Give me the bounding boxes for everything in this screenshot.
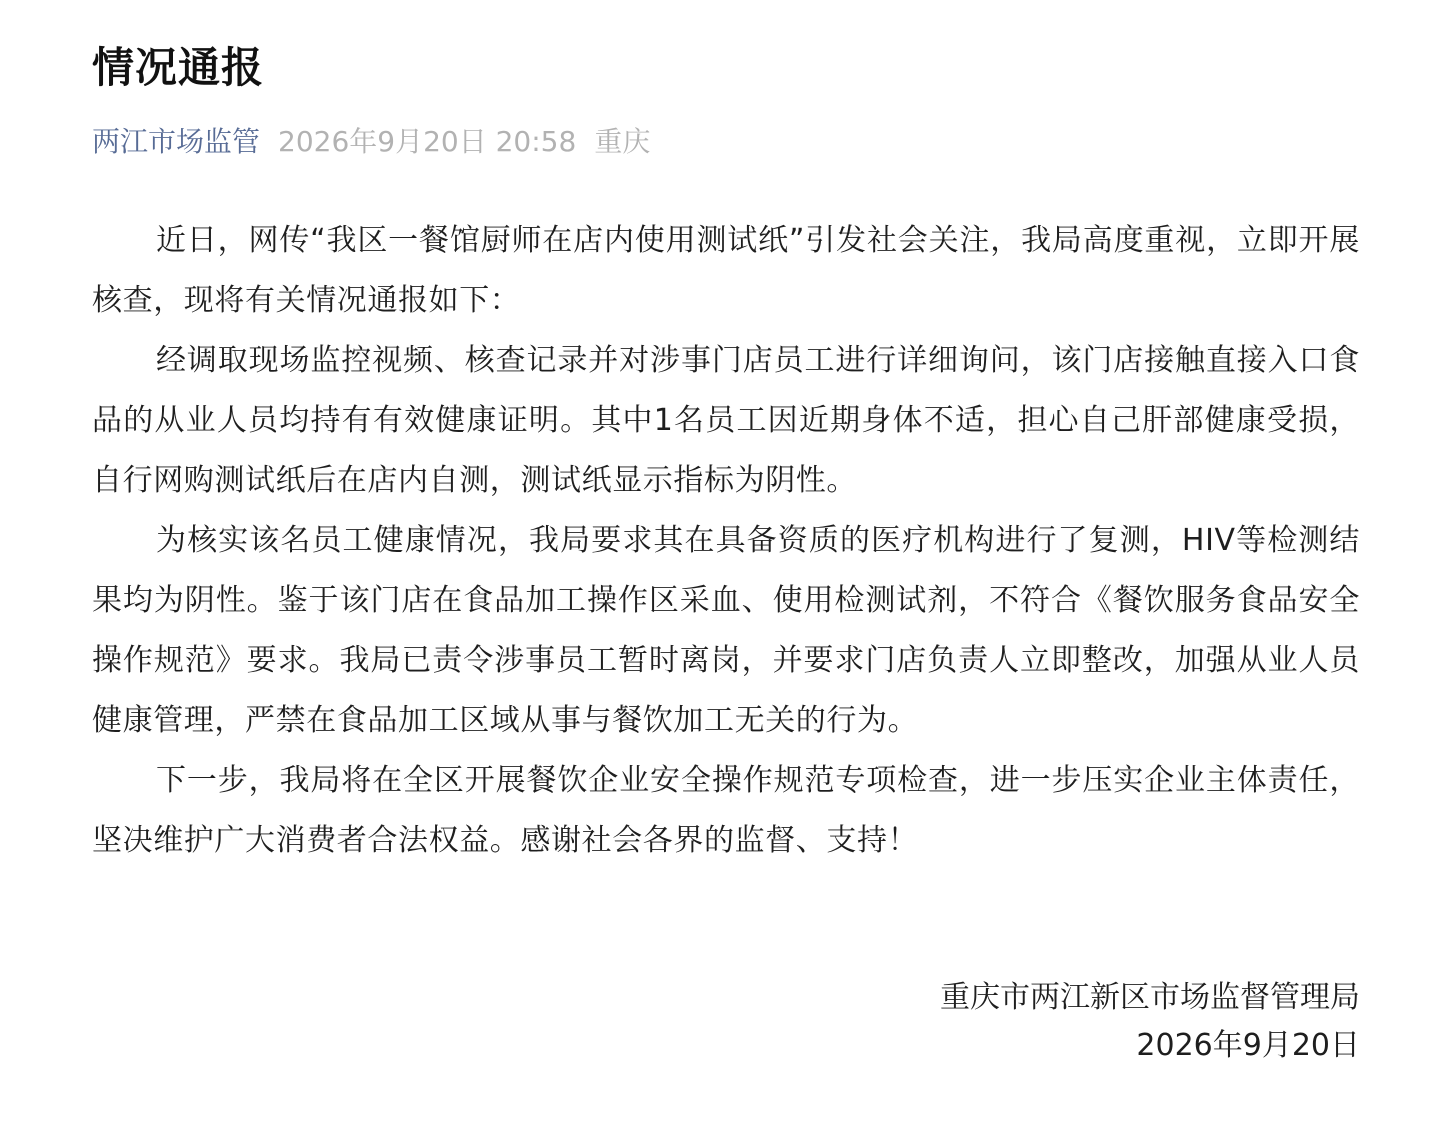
paragraph: 为核实该名员工健康情况，我局要求其在具备资质的医疗机构进行了复测，HIV等检测结果均为阴性。鉴于该门店在食品加工操作区采血、使用检测试剂，不符合《餐饮服务食品安全操作规范》要求。我局已责令涉事员工暂时离岗，并要求门店负责人立即整改，加强从业人员健康管理，严禁在食品加工区域从事与餐饮加工无关的行为。 [92,523,1360,738]
article-body [92,211,1360,871]
article-meta [92,122,1360,162]
account-name-link[interactable]: 两江市场监管 [92,125,261,158]
signature-block [940,974,1360,1070]
publish-date: 2026年9月20日 20:58 [278,125,577,158]
paragraph: 近日，网传“我区一餐馆厨师在店内使用测试纸”引发社会关注，我局高度重视，立即开展核查，现将有关情况通报如下： [92,223,1360,318]
signature-date: 2026年9月20日 [1136,1028,1360,1063]
publish-location: 重庆 [594,125,651,158]
article [92,0,1360,871]
paragraph: 经调取现场监控视频、核查记录并对涉事门店员工进行详细询问，该门店接触直接入口食品的从业人员均持有有效健康证明。其中1名员工因近期身体不适，担心自己肝部健康受损，自行网购测试纸后在店内自测，测试纸显示指标为阴性。 [92,343,1360,498]
signature-org: 重庆市两江新区市场监督管理局 [940,980,1360,1015]
page-title: 情况通报 [92,43,265,92]
paragraph: 下一步，我局将在全区开展餐饮企业安全操作规范专项检查，进一步压实企业主体责任，坚决维护广大消费者合法权益。感谢社会各界的监督、支持！ [92,763,1360,858]
